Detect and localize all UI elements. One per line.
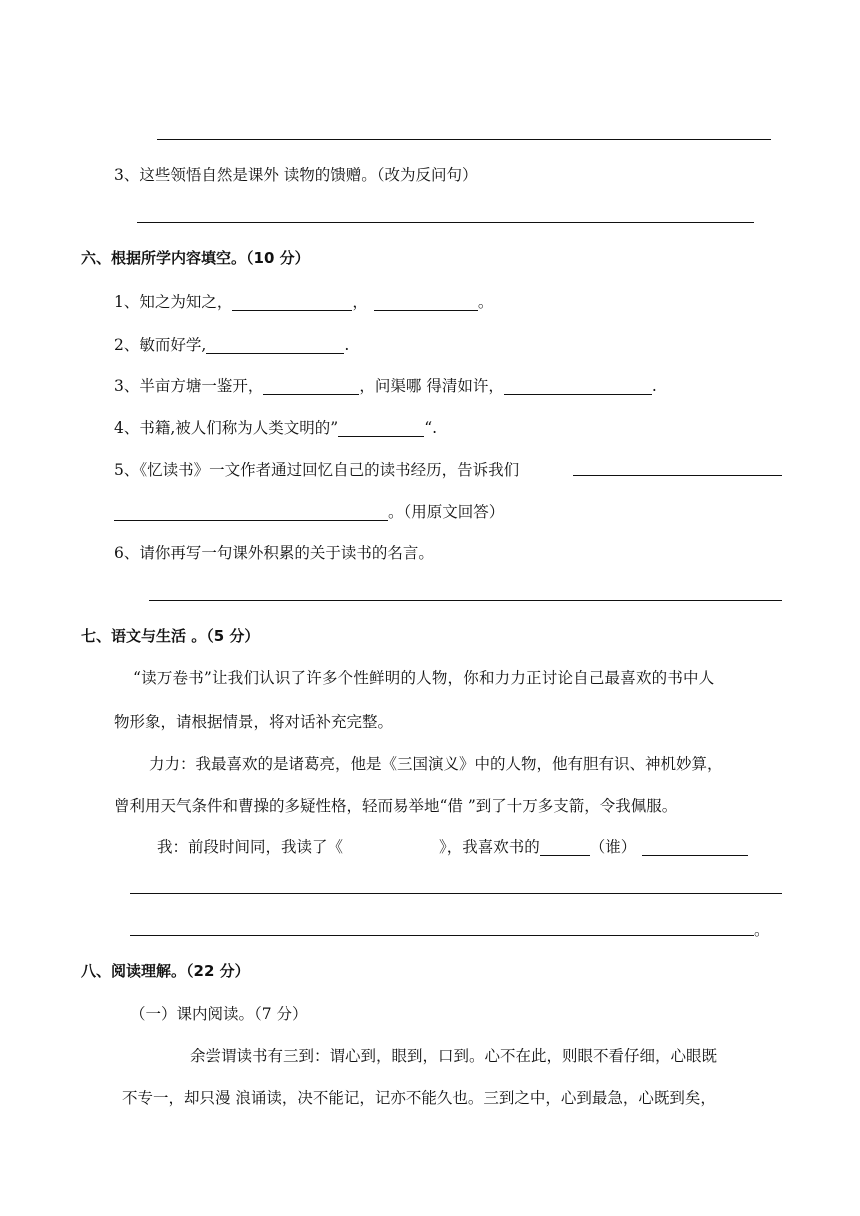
fill-blank[interactable]	[206, 335, 344, 354]
question-text: 这些领悟自然是课外 读物的馈赠。（改为反问句）	[139, 166, 478, 184]
question-6-5: 5、《忆读书》一文作者通过回忆自己的读书经历，告诉我们	[114, 461, 520, 479]
answer-line[interactable]	[137, 222, 754, 223]
answer-line[interactable]	[130, 935, 754, 936]
question-6-4: 4、书籍,被人们称为人类文明的” “.	[114, 419, 438, 437]
section-7-heading: 七、语文与生活 。（5 分）	[81, 627, 260, 645]
section-8-heading: 八、阅读理解。（22 分）	[81, 962, 250, 980]
answer-line[interactable]	[573, 475, 782, 476]
fill-blank[interactable]	[504, 376, 652, 395]
fill-blank[interactable]	[232, 292, 352, 311]
fill-blank[interactable]	[114, 502, 388, 521]
paragraph-line: 物形象，请根据情景，将对话补充完整。	[114, 713, 394, 731]
answer-line[interactable]	[149, 600, 782, 601]
answer-line[interactable]	[157, 139, 771, 140]
question-6-5-cont: 。（用原文回答）	[114, 500, 504, 522]
end-mark: 。	[754, 921, 770, 939]
subsection-heading: （一）课内阅读。（7 分）	[130, 1005, 308, 1023]
question-number: 3、	[114, 166, 140, 184]
dialogue-me: 我：前段时间同，我读了《 》，我喜欢书的 （谁）	[157, 835, 748, 857]
question-6-3: 3、半亩方塘一鉴开， ，问渠哪 得清如许， .	[114, 377, 657, 395]
question-6-6: 6、请你再写一句课外积累的关于读书的名言。	[114, 544, 434, 562]
paragraph-line: 曾利用天气条件和曹操的多疑性格，轻而易举地“借 ”到了十万多支箭，令我佩服。	[114, 797, 678, 815]
fill-blank[interactable]	[263, 376, 359, 395]
fill-blank[interactable]	[338, 418, 424, 437]
section-6-heading: 六、根据所学内容填空。（10 分）	[81, 249, 310, 267]
question-6-2: 2、敏而好学, .	[114, 336, 350, 354]
question-5-3	[114, 163, 478, 185]
fill-blank[interactable]	[374, 292, 478, 311]
passage-line: 余尝谓读书有三到：谓心到，眼到，口到。心不在此，则眼不看仔细，心眼既	[190, 1047, 718, 1065]
question-6-1: 1、知之为知之， ， 。	[114, 293, 494, 311]
paragraph-line: 力力：我最喜欢的是诸葛亮，他是《三国演义》中的人物，他有胆有识、神机妙算，	[149, 755, 723, 773]
fill-blank[interactable]	[540, 837, 590, 856]
fill-blank[interactable]	[642, 837, 748, 856]
passage-line: 不专一，却只漫 浪诵读，决不能记，记亦不能久也。三到之中，心到最急，心既到矣，	[122, 1089, 716, 1107]
answer-line[interactable]	[130, 893, 782, 894]
paragraph-line: “读万卷书”让我们认识了许多个性鲜明的人物，你和力力正讨论自己最喜欢的书中人	[133, 669, 715, 687]
